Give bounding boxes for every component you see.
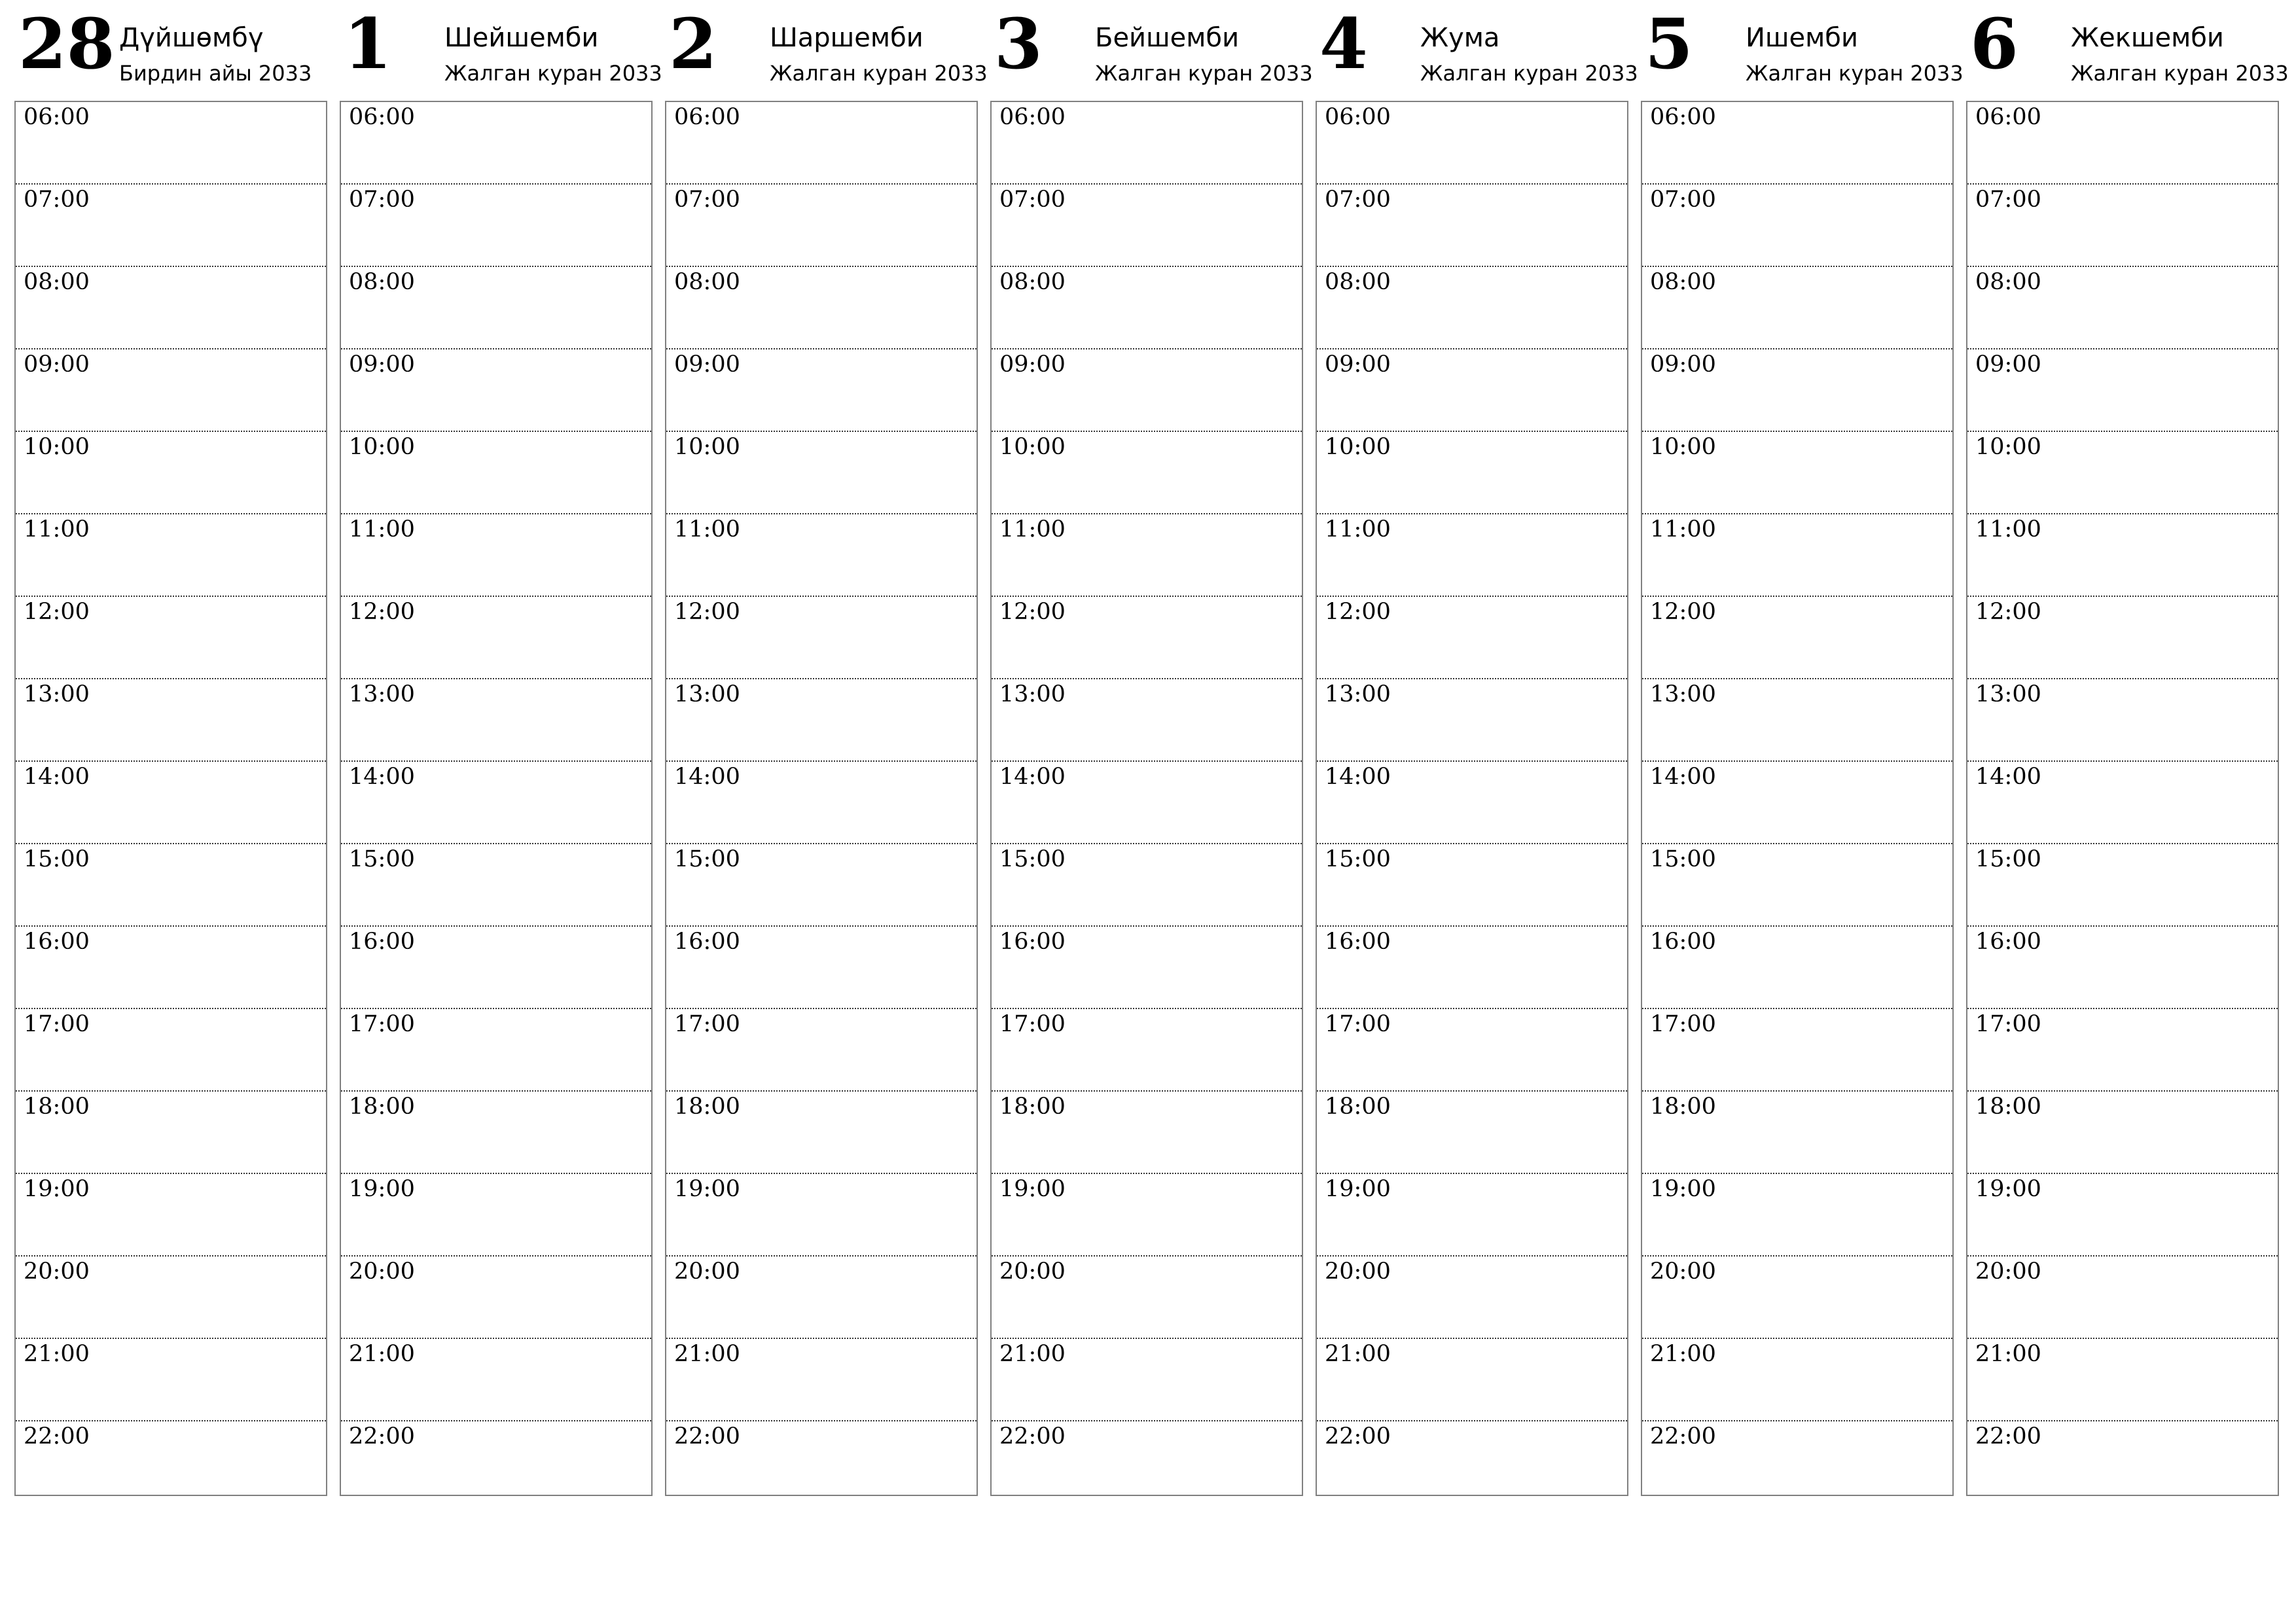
- hour-label: 15:00: [349, 846, 415, 872]
- hour-label: 19:00: [24, 1176, 90, 1202]
- hour-slot[interactable]: [1642, 514, 1952, 597]
- hour-label: 22:00: [1975, 1423, 2041, 1450]
- hour-slot[interactable]: [16, 1009, 326, 1092]
- hour-label: 14:00: [999, 764, 1066, 790]
- hour-label: 07:00: [24, 187, 90, 213]
- hour-slot[interactable]: [1642, 1174, 1952, 1257]
- hour-label: 18:00: [1975, 1094, 2041, 1120]
- hour-label: 15:00: [999, 846, 1066, 872]
- hour-label: 17:00: [1325, 1011, 1391, 1037]
- hour-slot[interactable]: [16, 597, 326, 679]
- hour-slot[interactable]: [1967, 1009, 2278, 1092]
- day-column: [340, 0, 662, 1499]
- hour-label: 13:00: [1325, 681, 1391, 707]
- hour-label: 07:00: [674, 187, 740, 213]
- hour-label: 20:00: [1650, 1258, 1716, 1285]
- weekday-name: Шейшемби: [444, 23, 599, 53]
- hour-label: 07:00: [349, 187, 415, 213]
- hour-slot[interactable]: [16, 927, 326, 1009]
- hour-slot[interactable]: [1317, 1009, 1627, 1092]
- hour-label: 21:00: [999, 1341, 1066, 1367]
- hour-slot[interactable]: [341, 185, 651, 267]
- day-number: 6: [1970, 3, 2018, 84]
- hour-label: 11:00: [674, 516, 740, 543]
- hour-slot[interactable]: [1967, 1421, 2278, 1503]
- hour-slot[interactable]: [666, 267, 977, 349]
- hour-slot[interactable]: [1317, 844, 1627, 927]
- hour-label: 12:00: [1325, 599, 1391, 625]
- weekday-name: Бейшемби: [1095, 23, 1240, 53]
- hour-slot[interactable]: [992, 102, 1302, 185]
- hour-slot[interactable]: [1967, 762, 2278, 844]
- hour-slot[interactable]: [666, 762, 977, 844]
- hour-slot[interactable]: [16, 1092, 326, 1174]
- hour-label: 09:00: [1975, 351, 2041, 378]
- day-header: [1316, 0, 1638, 98]
- hour-slot[interactable]: [666, 1174, 977, 1257]
- weekday-name: Ишемби: [1746, 23, 1858, 53]
- hour-label: 09:00: [1325, 351, 1391, 378]
- day-column: [665, 0, 988, 1499]
- hour-slot[interactable]: [341, 1009, 651, 1092]
- hour-slot[interactable]: [1967, 185, 2278, 267]
- hour-label: 11:00: [1975, 516, 2041, 543]
- hour-slot[interactable]: [666, 1257, 977, 1339]
- hour-label: 07:00: [999, 187, 1066, 213]
- hour-label: 06:00: [674, 104, 740, 130]
- hour-slot[interactable]: [1317, 1257, 1627, 1339]
- hour-label: 12:00: [999, 599, 1066, 625]
- hour-slot[interactable]: [341, 927, 651, 1009]
- hour-slot[interactable]: [992, 185, 1302, 267]
- day-header: [1641, 0, 1964, 98]
- hour-label: 09:00: [999, 351, 1066, 378]
- hour-slot[interactable]: [1642, 679, 1952, 762]
- day-column: [14, 0, 327, 1499]
- hour-label: 08:00: [999, 269, 1066, 295]
- day-header: [665, 0, 988, 98]
- hour-label: 08:00: [1650, 269, 1716, 295]
- hour-slot[interactable]: [1642, 102, 1952, 185]
- hour-slot[interactable]: [1967, 844, 2278, 927]
- hour-slot[interactable]: [666, 844, 977, 927]
- hour-slot[interactable]: [1967, 102, 2278, 185]
- hour-label: 09:00: [349, 351, 415, 378]
- hour-label: 17:00: [999, 1011, 1066, 1037]
- hour-label: 12:00: [1975, 599, 2041, 625]
- hour-slot[interactable]: [992, 844, 1302, 927]
- hour-label: 16:00: [1325, 929, 1391, 955]
- hour-slot[interactable]: [666, 349, 977, 432]
- hour-label: 17:00: [674, 1011, 740, 1037]
- hour-label: 13:00: [674, 681, 740, 707]
- hour-slot[interactable]: [1642, 844, 1952, 927]
- hour-slot[interactable]: [992, 349, 1302, 432]
- hour-label: 12:00: [24, 599, 90, 625]
- hour-label: 18:00: [1650, 1094, 1716, 1120]
- hour-slot[interactable]: [992, 679, 1302, 762]
- hour-slot[interactable]: [1317, 102, 1627, 185]
- hour-label: 08:00: [1325, 269, 1391, 295]
- hour-slot[interactable]: [16, 349, 326, 432]
- hour-slot[interactable]: [341, 762, 651, 844]
- hour-slot[interactable]: [341, 597, 651, 679]
- hour-slot[interactable]: [1642, 1257, 1952, 1339]
- hour-slot[interactable]: [341, 679, 651, 762]
- weekday-name: Шаршемби: [770, 23, 924, 53]
- hour-slot[interactable]: [666, 1009, 977, 1092]
- hour-label: 12:00: [1650, 599, 1716, 625]
- hour-label: 14:00: [24, 764, 90, 790]
- hour-slot[interactable]: [1317, 597, 1627, 679]
- day-number: 5: [1645, 3, 1693, 84]
- hour-label: 20:00: [999, 1258, 1066, 1285]
- hour-slot[interactable]: [666, 1092, 977, 1174]
- hour-slot[interactable]: [16, 762, 326, 844]
- hour-slot[interactable]: [666, 1421, 977, 1503]
- hour-slot[interactable]: [1642, 927, 1952, 1009]
- hour-label: 19:00: [1650, 1176, 1716, 1202]
- hour-label: 19:00: [349, 1176, 415, 1202]
- hour-label: 15:00: [1325, 846, 1391, 872]
- hour-slot[interactable]: [1642, 185, 1952, 267]
- weekly-planner: [14, 0, 2289, 1499]
- hour-slot[interactable]: [992, 1339, 1302, 1421]
- hour-label: 08:00: [1975, 269, 2041, 295]
- hour-slot[interactable]: [16, 844, 326, 927]
- hour-label: 22:00: [1325, 1423, 1391, 1450]
- day-column: [1966, 0, 2289, 1499]
- hour-slot[interactable]: [666, 927, 977, 1009]
- hour-label: 10:00: [24, 434, 90, 460]
- hour-slot[interactable]: [1642, 267, 1952, 349]
- hour-slot[interactable]: [666, 1339, 977, 1421]
- hour-slot[interactable]: [1967, 1339, 2278, 1421]
- day-schedule-box: [340, 101, 653, 1496]
- hour-slot[interactable]: [992, 267, 1302, 349]
- hour-label: 20:00: [24, 1258, 90, 1285]
- month-year-label: Жалган куран 2033: [1746, 61, 1964, 86]
- hour-label: 14:00: [349, 764, 415, 790]
- hour-slot[interactable]: [16, 1421, 326, 1503]
- day-schedule-box: [1641, 101, 1954, 1496]
- hour-label: 20:00: [1325, 1258, 1391, 1285]
- hour-label: 19:00: [999, 1176, 1066, 1202]
- hour-slot[interactable]: [1317, 432, 1627, 514]
- hour-label: 18:00: [999, 1094, 1066, 1120]
- hour-slot[interactable]: [1317, 1421, 1627, 1503]
- day-header: [1966, 0, 2289, 98]
- hour-slot[interactable]: [1642, 432, 1952, 514]
- hour-label: 16:00: [1975, 929, 2041, 955]
- hour-label: 21:00: [1325, 1341, 1391, 1367]
- day-number: 2: [669, 3, 717, 84]
- hour-slot[interactable]: [992, 514, 1302, 597]
- day-header: [14, 0, 327, 98]
- hour-slot[interactable]: [16, 432, 326, 514]
- hour-label: 18:00: [674, 1094, 740, 1120]
- hour-slot[interactable]: [1317, 349, 1627, 432]
- hour-slot[interactable]: [1317, 762, 1627, 844]
- day-column: [1641, 0, 1964, 1499]
- hour-slot[interactable]: [992, 1009, 1302, 1092]
- hour-label: 08:00: [24, 269, 90, 295]
- hour-slot[interactable]: [1317, 185, 1627, 267]
- hour-label: 19:00: [1975, 1176, 2041, 1202]
- hour-slot[interactable]: [16, 679, 326, 762]
- hour-slot[interactable]: [1317, 679, 1627, 762]
- hour-label: 16:00: [674, 929, 740, 955]
- hour-label: 11:00: [349, 516, 415, 543]
- hour-label: 22:00: [24, 1423, 90, 1450]
- hour-label: 22:00: [349, 1423, 415, 1450]
- day-schedule-box: [990, 101, 1303, 1496]
- hour-label: 10:00: [1650, 434, 1716, 460]
- hour-slot[interactable]: [341, 349, 651, 432]
- hour-label: 11:00: [1325, 516, 1391, 543]
- month-year-label: Бирдин айы 2033: [119, 61, 312, 86]
- hour-label: 13:00: [24, 681, 90, 707]
- hour-label: 16:00: [24, 929, 90, 955]
- hour-label: 17:00: [1650, 1011, 1716, 1037]
- hour-label: 13:00: [1975, 681, 2041, 707]
- hour-label: 07:00: [1325, 187, 1391, 213]
- hour-label: 14:00: [1325, 764, 1391, 790]
- hour-slot[interactable]: [341, 1421, 651, 1503]
- hour-label: 16:00: [349, 929, 415, 955]
- hour-slot[interactable]: [1642, 1339, 1952, 1421]
- hour-slot[interactable]: [341, 102, 651, 185]
- weekday-name: Дүйшөмбү: [119, 23, 264, 53]
- hour-label: 22:00: [1650, 1423, 1716, 1450]
- hour-slot[interactable]: [1967, 349, 2278, 432]
- hour-slot[interactable]: [16, 1257, 326, 1339]
- hour-label: 14:00: [674, 764, 740, 790]
- hour-label: 18:00: [1325, 1094, 1391, 1120]
- hour-label: 06:00: [24, 104, 90, 130]
- hour-label: 07:00: [1975, 187, 2041, 213]
- hour-slot[interactable]: [1642, 1009, 1952, 1092]
- weekday-name: Жума: [1420, 23, 1500, 53]
- hour-label: 14:00: [1650, 764, 1716, 790]
- hour-slot[interactable]: [992, 1174, 1302, 1257]
- hour-label: 18:00: [349, 1094, 415, 1120]
- day-schedule-box: [1316, 101, 1628, 1496]
- hour-label: 10:00: [674, 434, 740, 460]
- hour-label: 17:00: [1975, 1011, 2041, 1037]
- hour-label: 10:00: [1325, 434, 1391, 460]
- hour-slot[interactable]: [1317, 1092, 1627, 1174]
- hour-slot[interactable]: [1967, 597, 2278, 679]
- hour-slot[interactable]: [341, 267, 651, 349]
- hour-label: 10:00: [999, 434, 1066, 460]
- hour-label: 20:00: [1975, 1258, 2041, 1285]
- hour-slot[interactable]: [341, 844, 651, 927]
- day-number: 1: [344, 3, 392, 84]
- hour-slot[interactable]: [1967, 927, 2278, 1009]
- day-number: 3: [994, 3, 1043, 84]
- hour-slot[interactable]: [1967, 679, 2278, 762]
- hour-slot[interactable]: [992, 597, 1302, 679]
- hour-slot[interactable]: [16, 185, 326, 267]
- hour-slot[interactable]: [341, 514, 651, 597]
- hour-label: 22:00: [674, 1423, 740, 1450]
- hour-slot[interactable]: [666, 102, 977, 185]
- month-year-label: Жалган куран 2033: [1420, 61, 1638, 86]
- hour-label: 15:00: [674, 846, 740, 872]
- hour-slot[interactable]: [1967, 1092, 2278, 1174]
- hour-label: 12:00: [674, 599, 740, 625]
- hour-slot[interactable]: [1967, 432, 2278, 514]
- hour-label: 06:00: [1975, 104, 2041, 130]
- hour-label: 09:00: [24, 351, 90, 378]
- hour-slot[interactable]: [16, 1174, 326, 1257]
- day-number: 28: [18, 3, 115, 84]
- hour-label: 21:00: [674, 1341, 740, 1367]
- hour-label: 08:00: [674, 269, 740, 295]
- weekday-name: Жекшемби: [2071, 23, 2224, 53]
- hour-slot[interactable]: [1967, 514, 2278, 597]
- hour-slot[interactable]: [1642, 762, 1952, 844]
- hour-label: 21:00: [349, 1341, 415, 1367]
- hour-label: 20:00: [674, 1258, 740, 1285]
- day-schedule-box: [665, 101, 978, 1496]
- hour-slot[interactable]: [666, 185, 977, 267]
- hour-label: 22:00: [999, 1423, 1066, 1450]
- hour-label: 09:00: [674, 351, 740, 378]
- hour-label: 08:00: [349, 269, 415, 295]
- hour-label: 18:00: [24, 1094, 90, 1120]
- hour-label: 15:00: [24, 846, 90, 872]
- hour-slot[interactable]: [341, 432, 651, 514]
- hour-slot[interactable]: [992, 927, 1302, 1009]
- hour-slot[interactable]: [666, 432, 977, 514]
- day-column: [990, 0, 1313, 1499]
- hour-slot[interactable]: [16, 267, 326, 349]
- hour-label: 10:00: [349, 434, 415, 460]
- hour-slot[interactable]: [992, 1257, 1302, 1339]
- hour-slot[interactable]: [1317, 927, 1627, 1009]
- hour-slot[interactable]: [992, 432, 1302, 514]
- hour-label: 11:00: [24, 516, 90, 543]
- hour-slot[interactable]: [16, 1339, 326, 1421]
- hour-label: 21:00: [24, 1341, 90, 1367]
- hour-slot[interactable]: [1967, 267, 2278, 349]
- hour-label: 13:00: [999, 681, 1066, 707]
- hour-label: 19:00: [674, 1176, 740, 1202]
- hour-label: 17:00: [349, 1011, 415, 1037]
- hour-slot[interactable]: [341, 1339, 651, 1421]
- day-header: [340, 0, 662, 98]
- hour-slot[interactable]: [992, 1092, 1302, 1174]
- hour-label: 17:00: [24, 1011, 90, 1037]
- hour-slot[interactable]: [992, 762, 1302, 844]
- hour-slot[interactable]: [16, 514, 326, 597]
- hour-label: 09:00: [1650, 351, 1716, 378]
- hour-label: 21:00: [1975, 1341, 2041, 1367]
- hour-label: 21:00: [1650, 1341, 1716, 1367]
- hour-label: 06:00: [1325, 104, 1391, 130]
- hour-slot[interactable]: [992, 1421, 1302, 1503]
- hour-label: 12:00: [349, 599, 415, 625]
- month-year-label: Жалган куран 2033: [770, 61, 988, 86]
- hour-slot[interactable]: [341, 1174, 651, 1257]
- hour-slot[interactable]: [1642, 349, 1952, 432]
- day-header: [990, 0, 1313, 98]
- hour-slot[interactable]: [1317, 267, 1627, 349]
- hour-label: 15:00: [1975, 846, 2041, 872]
- hour-label: 11:00: [1650, 516, 1716, 543]
- hour-slot[interactable]: [1967, 1257, 2278, 1339]
- hour-label: 20:00: [349, 1258, 415, 1285]
- hour-label: 10:00: [1975, 434, 2041, 460]
- hour-label: 15:00: [1650, 846, 1716, 872]
- month-year-label: Жалган куран 2033: [444, 61, 662, 86]
- hour-label: 16:00: [1650, 929, 1716, 955]
- hour-slot[interactable]: [16, 102, 326, 185]
- hour-slot[interactable]: [1642, 597, 1952, 679]
- hour-slot[interactable]: [1642, 1092, 1952, 1174]
- hour-slot[interactable]: [341, 1092, 651, 1174]
- hour-label: 07:00: [1650, 187, 1716, 213]
- hour-label: 14:00: [1975, 764, 2041, 790]
- hour-label: 13:00: [1650, 681, 1716, 707]
- hour-label: 16:00: [999, 929, 1066, 955]
- hour-slot[interactable]: [341, 1257, 651, 1339]
- hour-label: 06:00: [1650, 104, 1716, 130]
- day-schedule-box: [14, 101, 327, 1496]
- hour-label: 06:00: [999, 104, 1066, 130]
- hour-label: 19:00: [1325, 1176, 1391, 1202]
- hour-label: 06:00: [349, 104, 415, 130]
- month-year-label: Жалган куран 2033: [1095, 61, 1313, 86]
- hour-slot[interactable]: [1317, 1339, 1627, 1421]
- day-number: 4: [1319, 3, 1368, 84]
- hour-label: 11:00: [999, 516, 1066, 543]
- hour-slot[interactable]: [666, 679, 977, 762]
- hour-slot[interactable]: [666, 597, 977, 679]
- hour-label: 13:00: [349, 681, 415, 707]
- hour-slot[interactable]: [1967, 1174, 2278, 1257]
- hour-slot[interactable]: [1317, 514, 1627, 597]
- hour-slot[interactable]: [666, 514, 977, 597]
- hour-slot[interactable]: [1317, 1174, 1627, 1257]
- hour-slot[interactable]: [1642, 1421, 1952, 1503]
- month-year-label: Жалган куран 2033: [2071, 61, 2289, 86]
- day-column: [1316, 0, 1638, 1499]
- day-schedule-box: [1966, 101, 2279, 1496]
